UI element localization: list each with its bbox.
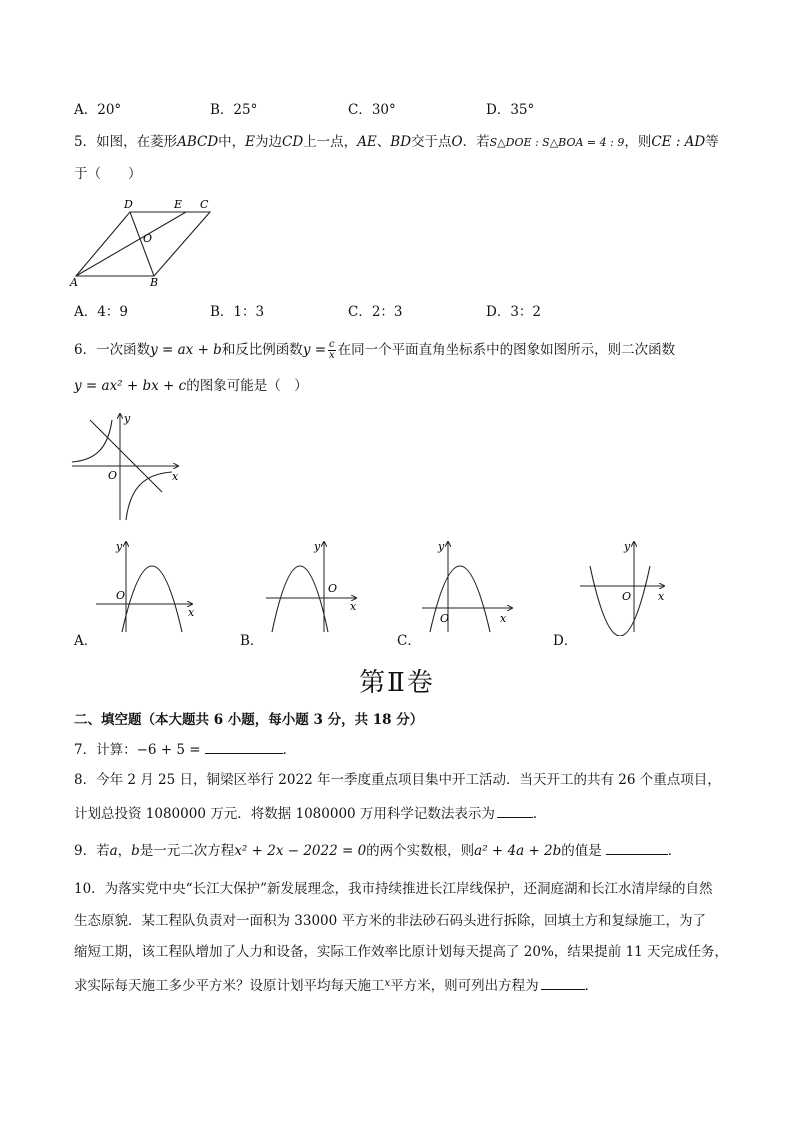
q6-option-b-label: B． — [240, 633, 264, 649]
q10-line4 — [74, 975, 598, 995]
q8-text: 计划总投资 1080000 万元．将数据 1080000 万用科学记数法表示为 — [74, 806, 495, 822]
q4-option-a: A．20° — [74, 102, 122, 118]
q5-text: 上一点， — [303, 134, 358, 150]
q4-option-b: B．25° — [210, 102, 258, 118]
q6-option-d-label: D． — [553, 633, 578, 649]
q10-line3: 缩短工期，该工程队增加了人力和设备，实际工作效率比原计划每天提高了 20%，结果提前 11 天完成任务， — [74, 944, 729, 960]
q6-text: 和反比例函数 — [221, 342, 303, 358]
q5-text: 等 — [705, 134, 719, 150]
q6-fraction — [328, 340, 336, 361]
q10-text: 求实际每天施工多少平方米？设原计划平均每天施工 — [74, 978, 385, 994]
q9-equation: x² + 2x − 2022 = 0 — [234, 843, 367, 859]
q9-end: ． — [667, 843, 682, 859]
volume-title: 第Ⅱ卷 — [359, 668, 435, 698]
q6-text: 在同一个平面直角坐标系中的图象如图所示，则二次函数 — [337, 342, 676, 358]
q6-option-c-label: C． — [397, 633, 421, 649]
parabola — [590, 566, 650, 636]
q7-answer-blank[interactable] — [205, 739, 283, 754]
q6-inverse-y: y = — [302, 342, 327, 358]
q6-text: 6．一次函数 — [74, 342, 151, 358]
q6-option-b-graph — [262, 536, 362, 636]
q9-text: 的两个实数根，则 — [366, 843, 475, 859]
q5-cd: CD — [282, 134, 304, 150]
y-axis-label: y — [314, 540, 321, 553]
q5-line1 — [74, 133, 719, 152]
x-axis-label: x — [188, 606, 195, 619]
q6-quadratic: y = ax² + bx + c — [74, 378, 187, 394]
q6-option-d-graph — [576, 536, 676, 636]
q9-text: 的值是 — [561, 843, 602, 859]
label-d: D — [124, 198, 133, 211]
q5-line2: 于（ ） — [74, 166, 142, 182]
q5-text: ．若 — [462, 134, 490, 150]
q5-option-d: D．3：2 — [486, 304, 542, 320]
q5-o: O — [451, 134, 463, 150]
q10-answer-blank[interactable] — [541, 975, 585, 990]
label-a: A — [70, 276, 78, 288]
y-axis-label: y — [438, 540, 445, 553]
q9-expression: a² + 4a + 2b — [474, 843, 562, 859]
q9-answer-blank[interactable] — [606, 840, 668, 855]
q6-line2 — [74, 377, 308, 395]
q4-option-c: C．30° — [348, 102, 396, 118]
origin-label: O — [440, 612, 450, 625]
x-axis-label: x — [350, 600, 357, 613]
q5-abcd: ABCD — [177, 134, 219, 150]
q6-option-a-graph — [92, 536, 198, 636]
q5-text: 、 — [376, 134, 391, 150]
q5-ratio: S△DOE : S△BOA = 4 : 9 — [489, 136, 625, 149]
section-heading: 二、填空题（本大题共 6 小题，每小题 3 分，共 18 分） — [74, 712, 424, 728]
q8-answer-blank[interactable] — [497, 803, 533, 818]
hyperbola-branch-left — [72, 420, 112, 462]
q6-graph-linear-inverse — [68, 408, 184, 524]
q5-text: 中， — [218, 134, 246, 150]
q5-text: 交于点 — [411, 134, 452, 150]
q8-line1: 8．今年 2 月 25 日，铜梁区举行 2022 年一季度重点项目集中开工活动．当天开工的共有 26 个重点项目， — [74, 772, 721, 788]
q5-e: E — [245, 134, 256, 150]
q6-fraction-num: c — [329, 339, 335, 350]
q10-end: ． — [584, 978, 599, 994]
q9-text: ， — [117, 843, 132, 859]
q7 — [74, 739, 296, 759]
x-axis-label: x — [172, 470, 179, 483]
parabola — [272, 566, 328, 632]
label-e: E — [174, 198, 183, 211]
q5-bd: BD — [390, 134, 412, 150]
q9-text: 是一元二次方程 — [139, 843, 235, 859]
x-axis-label: x — [500, 612, 507, 625]
q10-var-x: x — [384, 978, 391, 989]
x-axis-label: x — [658, 590, 665, 603]
q10-line2: 生态原貌．某工程队负责对一面积为 33000 平方米的非法砂石码头进行拆除，回填土方和复绿施工，为了 — [74, 913, 707, 929]
q6-linear: y = ax + b — [150, 342, 222, 358]
origin-label: O — [116, 589, 126, 602]
q5-text: 为边 — [255, 134, 283, 150]
q7-end: ． — [282, 742, 297, 758]
q5-option-a: A．4：9 — [74, 304, 128, 320]
q5-ae: AE — [357, 134, 377, 150]
linear-line — [90, 420, 162, 492]
parabola — [430, 566, 490, 632]
q10-line1: 10．为落实党中央“长江大保护”新发展理念，我市持续推进长江岸线保护，还洞庭湖和长江水清岸绿的自然 — [74, 881, 713, 897]
q7-text: 7．计算：−6 + 5 = — [74, 742, 201, 758]
segment-ae — [76, 212, 186, 276]
q9-text: 9．若 — [74, 843, 110, 859]
q8-end: ． — [532, 806, 547, 822]
label-c: C — [200, 198, 209, 211]
y-axis-label: y — [624, 540, 631, 553]
q6-line1 — [74, 340, 675, 361]
q5-text: ，则 — [624, 134, 652, 150]
q6-fraction-den: x — [329, 350, 335, 361]
rhombus-figure — [66, 196, 226, 288]
y-axis-label: y — [124, 412, 131, 425]
q5-option-b: B．1：3 — [210, 304, 265, 320]
q8-line2 — [74, 803, 546, 823]
q6-option-a-label: A． — [74, 633, 98, 649]
q10-text: 平方米，则可列出方程为 — [390, 978, 539, 994]
y-axis-label: y — [116, 540, 123, 553]
q6-option-c-graph — [418, 536, 518, 636]
parabola — [122, 566, 182, 632]
q5-option-c: C．2：3 — [348, 304, 403, 320]
origin-label: O — [328, 582, 338, 595]
q9-var-a: a — [109, 843, 118, 859]
q4-option-d: D．35° — [486, 102, 535, 118]
label-o: O — [143, 232, 153, 245]
q5-target: CE : AD — [651, 134, 706, 150]
q9 — [74, 840, 681, 860]
q9-var-b: b — [131, 843, 140, 859]
q6-text: 的图象可能是（ ） — [186, 378, 308, 394]
label-b: B — [150, 276, 159, 288]
origin-label: O — [108, 469, 118, 482]
q5-text: 5．如图，在菱形 — [74, 134, 178, 150]
origin-label: O — [622, 590, 632, 603]
